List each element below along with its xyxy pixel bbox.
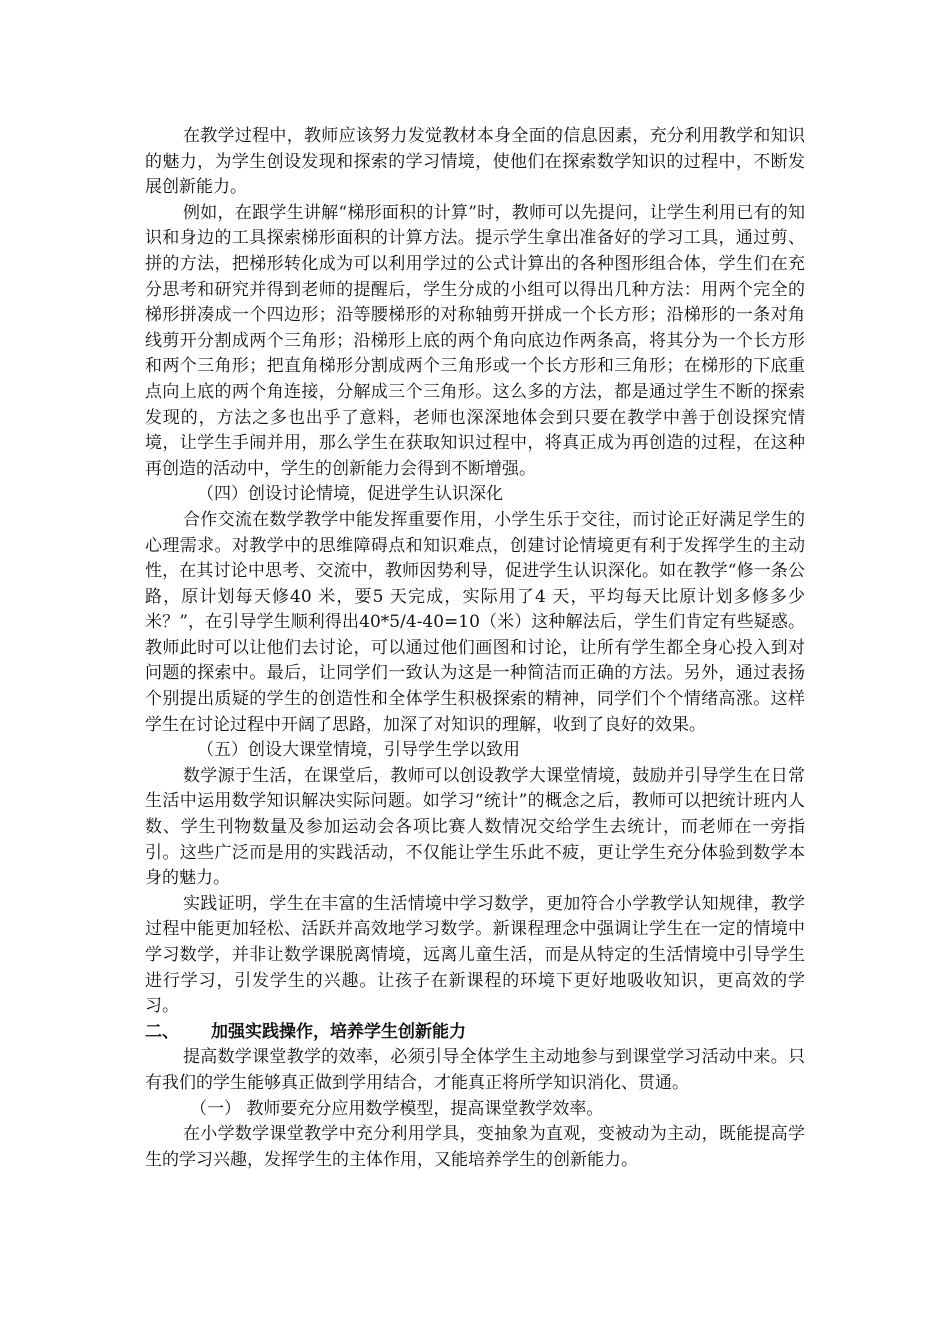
paragraph-life-math: 数学源于生活，在课堂后，教师可以创设教学大课堂情境，鼓励并引导学生在日常生活中运用数学知识解决实际问题。如学习“统计”的概念之后，教师可以把统计班内人数、学生刊物数量及参加运动会各项比赛人数情况交给学生去统计，而老师在一旁指引。这些广泛而是用的实践活动，不仅能让学生乐此不疲，更让学生充分体验到数学本身的魅力。: [145, 765, 805, 889]
paragraph-practice-proof: 实践证明，学生在丰富的生活情境中学习数学，更加符合小学教学认知规律，教学过程中能更加轻松、活跃并高效地学习数学。新课程理念中强调让学生在一定的情境中学习数学，并非让数学课脱离情境，远离儿童生活，而是从特定的生活情境中引导学生进行学习，引发学生的兴趣。让孩子在新课程的环境下更好地吸收知识，更高效的学习。: [145, 893, 805, 1017]
document-page: [145, 124, 805, 1173]
subheading-math-model: （一） 教师要充分应用数学模型，提高课堂教学效率。: [190, 1098, 604, 1119]
paragraph-trapezoid-example: 例如，在跟学生讲解“梯形面积的计算”时，教师可以先提问，让学生利用已有的知识和身边的工具探索梯形面积的计算方法。提示学生拿出准备好的学习工具，通过剪、拼的方法，把梯形转化成为可以利用学过的公式计算出的各种图形组合体，学生们在充分思考和研究并得到老师的提醒后，学生分成的小组可以得出几种方法：用两个完全的梯形拼凑成一个四边形；沿等腰梯形的对称轴剪开拼成一个长方形；沿梯形的一条对角线剪开分割成两个三角形；沿梯形上底的两个角向底边作两条高，将其分为一个长方形和两个三角形；把直角梯形分割成两个三角形或一个长方形和三角形；在梯形的下底重点向上底的两个角连接，分解成三个三角形。这么多的方法，都是通过学生不断的探索发现的，方法之多也出乎了意料，老师也深深地体会到只要在教学中善于创设探究情境，让学生手闹并用，那么学生在获取知识过程中，将真正成为再创造的过程，在这种再创造的活动中，学生的创新能力会得到不断增强。: [145, 202, 805, 479]
section-heading-2: [145, 1020, 805, 1046]
subheading-discussion: （四）创设讨论情境，促进学生认识深化: [197, 484, 503, 505]
subheading-big-classroom: （五）创设大课堂情境，引导学生学以致用: [197, 740, 520, 761]
paragraph-discussion: 合作交流在数学教学中能发挥重要作用，小学生乐于交往，而讨论正好满足学生的心理需求。对教学中的思维障碍点和知识难点，创建讨论情境更有利于发挥学生的主动性，在其讨论中思考、交流中，教师因势利导，促进学生认识深化。如在教学“修一条公路，原计划每天修40 米，要5 天完成，实际用了4 天，平均每天比原计划多修多少米？”，在引导学生顺利得出40*5/4-40=10（米）这种解法后，学生们肯定有些疑惑。教师此时可以让他们去讨论，可以通过他们画图和讨论，让所有学生都全身心投入到对问题的探索中。最后，让同学们一致认为这是一种简洁而正确的方法。另外，通过表扬个别提出质疑的学生的创造性和全体学生积极探索的精神，同学们个个情绪高涨。这样学生在讨论过程中开阔了思路，加深了对知识的理解，收到了良好的效果。: [145, 509, 805, 735]
section-title: 加强实践操作，培养学生创新能力: [211, 1021, 466, 1042]
paragraph-teaching-aids: 在小学数学课堂教学中充分利用学具，变抽象为直观，变被动为主动，既能提高学生的学习兴趣，发挥学生的主体作用，又能培养学生的创新能力。: [145, 1124, 805, 1170]
paragraph-efficiency: 提高数学课堂教学的效率，必须引导全体学生主动地参与到课堂学习活动中来。只有我们的学生能够真正做到学用结合，才能真正将所学知识消化、贯通。: [145, 1047, 805, 1093]
section-number: 二、: [145, 1021, 179, 1042]
paragraph-intro: 在教学过程中，教师应该努力发觉教材本身全面的信息因素，充分利用教学和知识的魅力，为学生创设发现和探索的学习情境，使他们在探索数学知识的过程中，不断发展创新能力。: [145, 126, 805, 198]
